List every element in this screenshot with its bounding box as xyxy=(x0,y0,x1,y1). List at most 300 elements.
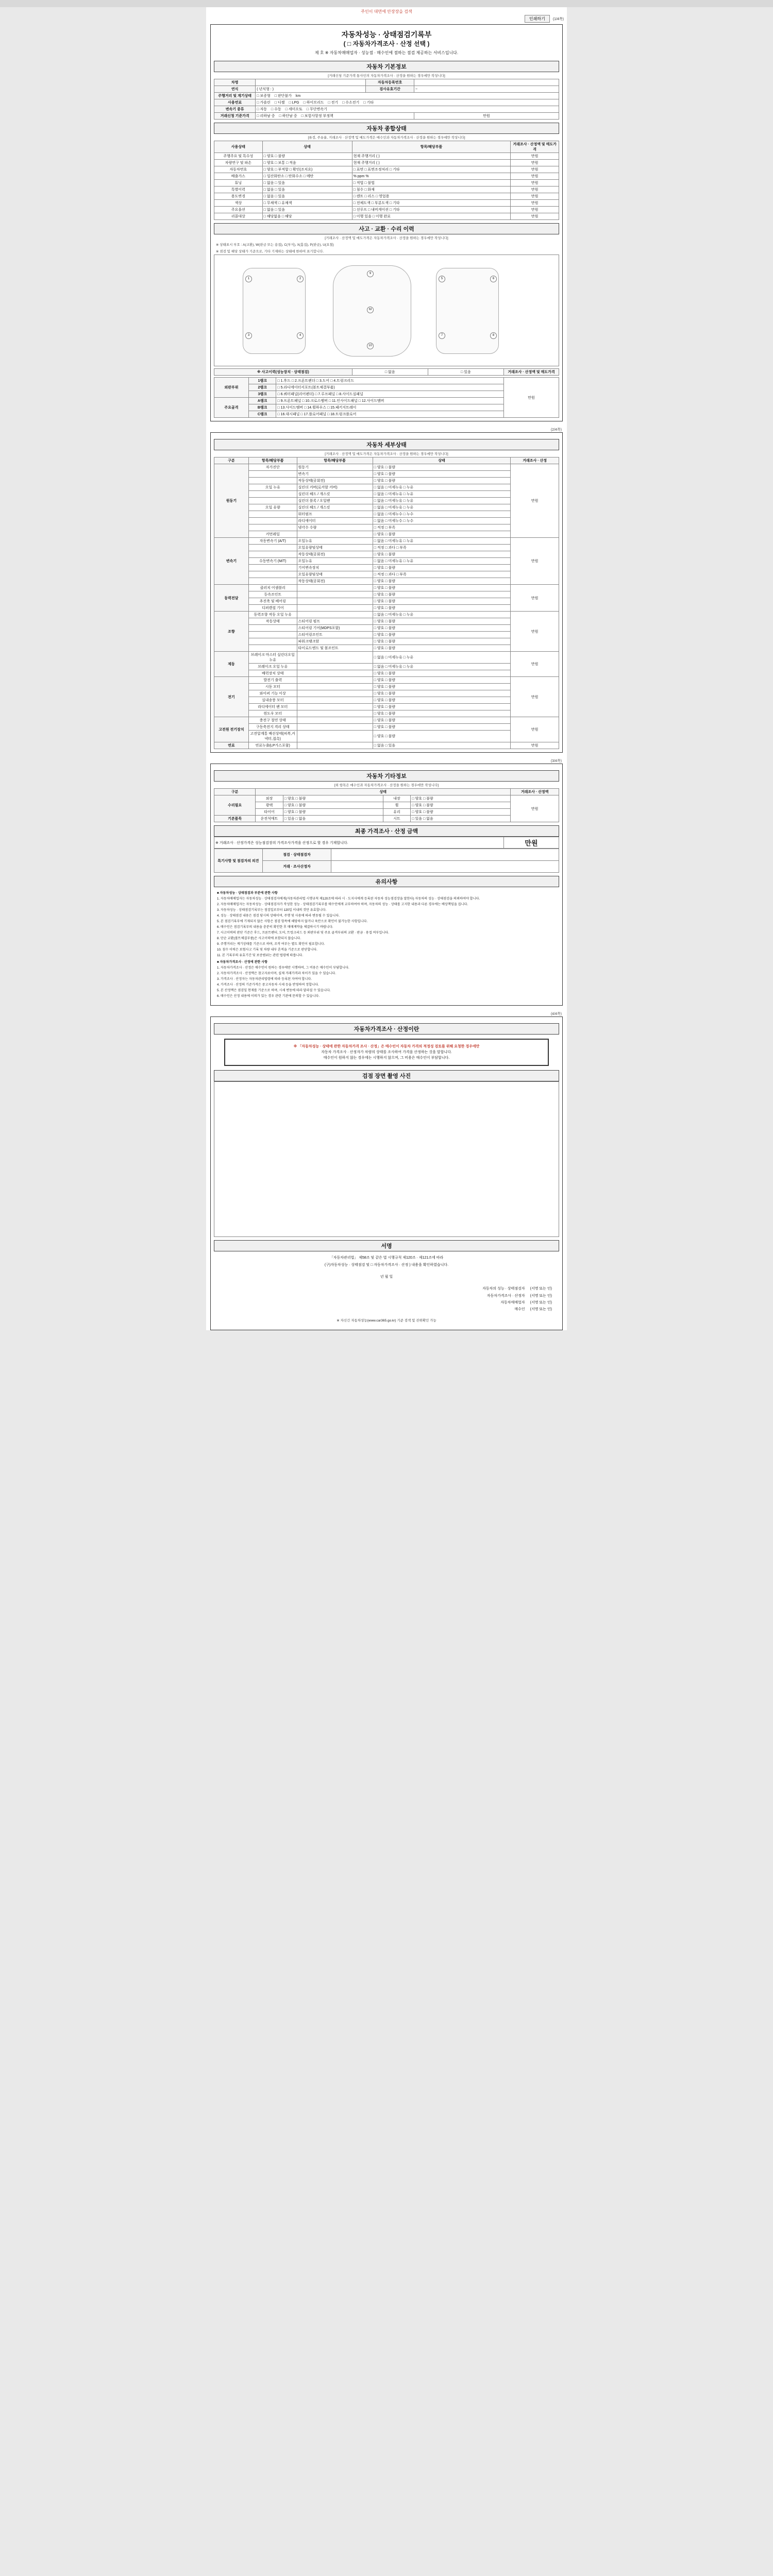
caution-item: 1. 자동차가격조사 · 산정은 매수인이 원하는 경우에만 시행하며, 그 비용은 매수인이 부담합니다. xyxy=(217,965,349,970)
detail-state[interactable]: □ 양호 □ 불량 xyxy=(373,690,511,697)
detail-header-1: 항목/해당부품 xyxy=(248,457,297,464)
detail-state[interactable]: □ 없음 □ 미세누유 □ 누유 xyxy=(373,538,511,545)
overall-price[interactable]: 만원 xyxy=(511,193,559,200)
outer-items-2[interactable]: □ 6.쿼터패널(리어펜더) □ 7.루프패널 □ 8.사이드실패널 xyxy=(276,391,504,398)
overall-cat: 용도변경 xyxy=(214,193,263,200)
basic-row-label-2: 검사유효기간 xyxy=(366,86,414,93)
detail-group-label: 동력전달 xyxy=(214,585,249,612)
table-row xyxy=(214,612,559,618)
section-basic-title: 자동차 기본정보 xyxy=(214,61,559,72)
caution-item: 10. 침수 이력은 보험사고 기록 및 차량 내부 흔적을 기준으로 판단합니다. xyxy=(217,947,317,952)
detail-part: 브레이크 오일 누유 xyxy=(248,664,297,670)
table-row xyxy=(214,652,559,664)
detail-subpart xyxy=(297,531,373,538)
overall-cat: 색상 xyxy=(214,200,263,207)
detail-state[interactable]: □ 없음 □ 미세누유 □ 누유 xyxy=(373,484,511,491)
detail-state[interactable]: □ 양호 □ 불량 xyxy=(373,684,511,690)
damage-point-2[interactable]: 2 xyxy=(297,276,304,282)
table-row xyxy=(214,504,559,511)
table-row xyxy=(214,670,559,677)
overall-price[interactable]: 만원 xyxy=(511,207,559,213)
table-row xyxy=(214,545,559,551)
sign-value-2[interactable]: (서명 또는 인) xyxy=(530,1300,552,1304)
detail-state[interactable]: □ 양호 □ 불량 xyxy=(373,645,511,652)
detail-group-label: 제동 xyxy=(214,652,249,677)
overall-parts[interactable]: 현재 주행거리 ( ) xyxy=(352,153,511,160)
detail-part: 발전기 출력 xyxy=(248,677,297,684)
detail-subpart xyxy=(297,710,373,717)
frame-items-1[interactable]: □ 13.사이드멤버 □ 14.휠하우스 □ 15.패키지트레이 xyxy=(276,404,504,411)
caution-item: 3. 가격조사 · 산정자는 자동차관리법령에 따라 등록된 자여야 합니다. xyxy=(217,977,312,981)
damage-point-1[interactable]: 1 xyxy=(245,276,252,282)
table-row xyxy=(214,531,559,538)
sign-value-3[interactable]: (서명 또는 인) xyxy=(530,1308,552,1312)
detail-part: 윈도우 모터 xyxy=(248,710,297,717)
section-overall-title: 자동차 종합상태 xyxy=(214,123,559,134)
etc-part: 운전석매트 xyxy=(256,816,283,822)
page-indicator-2: (2/4쪽) xyxy=(550,428,562,432)
etc-state-2[interactable]: □ 있음 □ 없음 xyxy=(411,816,511,822)
trans-opt-1[interactable]: □ 수동 xyxy=(271,108,281,112)
fuel-opt-4[interactable]: □ 전기 xyxy=(328,101,339,105)
detail-state[interactable]: □ 양호 □ 불량 xyxy=(373,670,511,677)
detail-part: 구동축전지 격리 상태 xyxy=(248,724,297,731)
overall-parts[interactable]: □ 이행 있음 □ 이행 완료 xyxy=(352,213,511,220)
detail-state[interactable]: □ 없음 □ 미세누유 □ 누유 xyxy=(373,498,511,504)
accident-bottom-state-0[interactable]: □ 없음 xyxy=(352,369,428,376)
damage-point-4[interactable]: 4 xyxy=(297,332,304,339)
etc-cat: 수리필요 xyxy=(214,795,256,816)
caution-list-2 xyxy=(217,966,556,999)
detail-subpart xyxy=(297,585,373,591)
etc-state-2[interactable]: □ 양호 □ 불량 xyxy=(411,802,511,809)
table-row xyxy=(214,697,559,704)
caution-item: 7. 사고이력의 판단 기준은 후드, 프론트펜더, 도어, 트렁크리드 등 외판부위 및 주요 골격부위의 교환 · 판금 · 용접 여부입니다. xyxy=(217,930,390,935)
overall-cat: 리콜대상 xyxy=(214,213,263,220)
table-row xyxy=(214,731,559,742)
overall-state[interactable]: □ 일산화탄소 □ 탄화수소 □ 메탄 xyxy=(262,173,352,180)
print-row xyxy=(206,15,567,24)
detail-subpart xyxy=(297,742,373,749)
etc-table xyxy=(214,788,559,822)
detail-subpart: 변속기 xyxy=(297,471,373,478)
damage-point-8[interactable]: 8 xyxy=(490,332,497,339)
accident-parts-table xyxy=(214,377,559,418)
fuel-opt-0[interactable]: □ 가솔린 xyxy=(257,101,271,105)
detail-part xyxy=(248,632,297,638)
page-1 xyxy=(210,24,563,421)
title-line-1: 자동차성능 · 상태점검기록부 xyxy=(341,30,432,39)
overall-state[interactable]: □ 양호 □ 부적합 □ 확인(조치요) xyxy=(262,166,352,173)
detail-part: 와이퍼 기능 이상 xyxy=(248,690,297,697)
detail-group-price[interactable]: 만원 xyxy=(511,612,559,652)
detail-state[interactable]: □ 양호 □ 불량 xyxy=(373,731,511,742)
accident-bottom-label: ※ 사고이력(성능장치 · 상태점검) xyxy=(214,369,352,376)
detail-state[interactable]: □ 없음 □ 미세누유 □ 누유 xyxy=(373,491,511,498)
damage-point-9[interactable]: 9 xyxy=(367,270,374,277)
fuel-opt-1[interactable]: □ 디젤 xyxy=(274,101,285,105)
etc-state[interactable]: □ 양호 □ 불량 xyxy=(283,809,383,816)
detail-subpart xyxy=(297,598,373,605)
etc-part-2: 휠 xyxy=(383,802,411,809)
detail-part: 오일 누유 xyxy=(248,484,297,491)
detail-state[interactable]: □ 양호 □ 불량 xyxy=(373,605,511,612)
overall-state[interactable]: □ 양호 □ 불량 xyxy=(262,153,352,160)
detail-part: 등속조인트 xyxy=(248,591,297,598)
detail-part: 충전구 절연 상태 xyxy=(248,717,297,724)
damage-point-6[interactable]: 6 xyxy=(490,276,497,282)
top-notice: 주인이 대면에 안장장을 검색 xyxy=(361,9,412,14)
detail-state[interactable]: □ 양호 □ 불량 xyxy=(373,598,511,605)
detail-subpart: 오일유량및상태 xyxy=(297,545,373,551)
std-price-unit: 만원 xyxy=(414,113,559,120)
detail-group-price[interactable]: 만원 xyxy=(511,717,559,742)
overall-parts[interactable]: □ 침수 □ 화재 xyxy=(352,187,511,193)
overall-price[interactable]: 만원 xyxy=(511,180,559,187)
detail-state[interactable]: □ 양호 □ 불량 xyxy=(373,531,511,538)
frame-rank-0: A랭크 xyxy=(248,398,276,404)
overall-price[interactable]: 만원 xyxy=(511,166,559,173)
top-bar xyxy=(0,0,773,7)
overall-cat: 튜닝 xyxy=(214,180,263,187)
overall-state[interactable]: □ 없음 □ 있음 xyxy=(262,187,352,193)
basic-row-value-2[interactable]: ~ xyxy=(414,86,559,93)
outer-rank-1: 2랭크 xyxy=(248,384,276,391)
detail-part: 자동변속기 (A/T) xyxy=(248,538,297,545)
detail-state[interactable]: □ 양호 □ 불량 xyxy=(373,724,511,731)
special-value-1[interactable] xyxy=(331,861,559,873)
sign-value-1[interactable]: (서명 또는 인) xyxy=(530,1294,552,1298)
car-view-rear[interactable] xyxy=(436,268,499,354)
section-price-title: 최종 가격조사 · 산정 금액 xyxy=(214,825,559,837)
caution-item: 8. 단순 교환(볼트체결부품)은 사고이력에 포함되지 않습니다. xyxy=(217,936,301,940)
detail-subpart: 작동상태(공회전) xyxy=(297,551,373,558)
detail-part: 클러치 어셈블리 xyxy=(248,585,297,591)
detail-group-price[interactable]: 만원 xyxy=(511,742,559,749)
table-row xyxy=(214,585,559,591)
section-overall-note: [류검, 주유율, 거래조사 · 산정액 및 매도가격은 매수인과 자동차가격조사 · 산정을 원하는 경우에만 작성니다] xyxy=(308,136,465,140)
trans-opt-3[interactable]: □ 무단변속기 xyxy=(306,108,327,112)
section-sign-title: 서명 xyxy=(214,1240,559,1251)
special-row-0: 점검 · 상태점검자 xyxy=(262,849,331,861)
detail-state[interactable]: □ 양호 □ 불량 xyxy=(373,625,511,632)
outer-rank-2: 3랭크 xyxy=(248,391,276,398)
accident-note-2: ※ 점검 및 해당 상태가 기준으로, 기타 기재하는 상태에 한하여 표기합니다. xyxy=(216,250,324,254)
fuel-opt-3[interactable]: □ 하이브리드 xyxy=(303,101,324,105)
sign-footer: ※ 자신긴 자동차성능(www.car365.go.kr) 기준 검색 및 진위확인 가능 xyxy=(337,1319,436,1323)
overall-parts[interactable]: □ 렌트 □ 리스 □ 영업용 xyxy=(352,193,511,200)
section-basic-note: [거래신청 기준가격 통사인의 자동차가격조사 · 산정을 원하는 경우에만 작성니다] xyxy=(328,74,445,78)
basic-info-table xyxy=(214,79,559,120)
detail-state[interactable]: □ 양호 □ 불량 xyxy=(373,632,511,638)
detail-state[interactable]: □ 양호 □ 불량 xyxy=(373,710,511,717)
detail-state[interactable]: □ 양호 □ 불량 xyxy=(373,717,511,724)
caution-item: 2. 자동차매매업자는 자동차성능 · 상태점검자가 작성한 성능 · 상태점검기록부를 매수인에게 교부하여야 하며, 자동차의 성능 · 상태를 고지한 내용과 다른 경우에는 배상책임을 집니다. xyxy=(217,903,468,907)
detail-state[interactable]: □ 양호 □ 불량 xyxy=(373,591,511,598)
outer-rank-0: 1랭크 xyxy=(248,378,276,384)
frame-rank-1: B랭크 xyxy=(248,404,276,411)
detail-part xyxy=(248,478,297,484)
basic-row-label: 연식 xyxy=(214,86,256,93)
document-title xyxy=(214,28,559,49)
table-row xyxy=(214,605,559,612)
detail-state[interactable]: □ 없음 □ 미세누유 □ 누유 xyxy=(373,652,511,664)
detail-part: 라디에이터 팬 모터 xyxy=(248,704,297,710)
detail-state[interactable]: □ 없음 □ 미세누수 □ 누수 xyxy=(373,511,511,518)
detail-subpart: 냉각수 수량 xyxy=(297,524,373,531)
mileage-opt-1[interactable]: □ 판단불가 xyxy=(274,94,292,98)
std-opt-1[interactable]: □ 하단남 중 xyxy=(279,114,297,118)
overall-price[interactable]: 만원 xyxy=(511,173,559,180)
document-sheet xyxy=(206,7,567,1330)
overall-parts[interactable]: 현재 주행거리 ( ) xyxy=(352,160,511,166)
detail-part xyxy=(248,491,297,498)
etc-state[interactable]: □ 있음 □ 없음 xyxy=(283,816,383,822)
detail-subpart xyxy=(297,664,373,670)
etc-part-2: 시트 xyxy=(383,816,411,822)
section-caution-title: 유의사항 xyxy=(214,876,559,887)
overall-parts[interactable]: □ 선루프 □ 내비게이션 □ 기타 xyxy=(352,207,511,213)
mileage-options[interactable] xyxy=(256,93,559,99)
overall-price[interactable]: 만원 xyxy=(511,160,559,166)
detail-part: 시동 모터 xyxy=(248,684,297,690)
overall-header-3: 거래조사 · 산정액 및 매도가격 xyxy=(511,141,559,153)
etc-state-2[interactable]: □ 양호 □ 불량 xyxy=(411,795,511,802)
etc-state[interactable]: □ 양호 □ 불량 xyxy=(283,795,383,802)
photo-area[interactable] xyxy=(214,1081,559,1237)
overall-state[interactable]: □ 무채색 □ 유채색 xyxy=(262,200,352,207)
caution-item: 1. 자동차매매업자는 자동차성능 · 상태점검자에게(자동차관리법 시행규칙 제120조에 따라 시 · 도지사에게 등록된 자동차 성능점검장을 말한다) 자동차의 성능 · 상태점검을 의뢰하여야 합니다. xyxy=(217,897,480,901)
damage-point-3[interactable]: 3 xyxy=(245,332,252,339)
transmission-label: 변속기 종류 xyxy=(214,106,256,113)
table-row xyxy=(214,632,559,638)
transmission-options[interactable] xyxy=(256,106,559,113)
accident-bottom-state-1[interactable]: □ 있음 xyxy=(428,369,503,376)
std-price-options[interactable] xyxy=(256,113,414,120)
section-accident-note: [거래조사 · 산정액 및 매도가격은 자동차가격조사 · 산정을 원하는 경우에만 작성니다] xyxy=(325,236,448,241)
detail-subpart: 파워크랭크암 xyxy=(297,638,373,645)
table-row xyxy=(214,484,559,491)
detail-state[interactable]: □ 양호 □ 불량 xyxy=(373,638,511,645)
table-row xyxy=(214,464,559,471)
fuel-opt-6[interactable]: □ 기타 xyxy=(363,101,374,105)
detail-state[interactable]: □ 없음 □ 있음 xyxy=(373,742,511,749)
detail-subpart xyxy=(297,591,373,598)
detail-state[interactable]: □ 적정 □ 부족 xyxy=(373,524,511,531)
table-row xyxy=(214,638,559,645)
overall-cat: 배출가스 xyxy=(214,173,263,180)
detail-state[interactable]: □ 양호 □ 불량 xyxy=(373,697,511,704)
detail-group-price[interactable]: 만원 xyxy=(511,464,559,538)
accident-note-1: ※ 상태표시 부호 : A(교환), W(판금 또는 용접), C(부식), X(흠집), P(판금), U(요철) xyxy=(216,243,334,247)
detail-group-price[interactable]: 만원 xyxy=(511,652,559,677)
detail-state[interactable]: □ 양호 □ 불량 xyxy=(373,578,511,585)
page-indicator-4: (4/4쪽) xyxy=(550,1012,562,1016)
section-photo-title: 검점 장면 촬영 사진 xyxy=(214,1070,559,1081)
frame-items-0[interactable]: □ 9.프론트패널 □ 10.크로스멤버 □ 11.인사이드패널 □ 12.사이드멤버 xyxy=(276,398,504,404)
frame-items-2[interactable]: □ 16.대시패널 □ 17.플로어패널 □ 18.트렁크플로어 xyxy=(276,411,504,418)
detail-subpart: 작동상태(공회전) xyxy=(297,578,373,585)
basic-row-value[interactable] xyxy=(256,79,366,86)
sign-label-2: 자동차매매업자 xyxy=(500,1300,525,1304)
overall-price[interactable]: 만원 xyxy=(511,187,559,193)
detail-part: 커먼레일 xyxy=(248,531,297,538)
sign-date[interactable]: 년 월 일 xyxy=(380,1275,393,1279)
damage-point-m[interactable]: M xyxy=(367,307,374,313)
sign-area xyxy=(214,1251,559,1316)
overall-parts[interactable]: □ 전체도색 □ 부분도색 □ 기타 xyxy=(352,200,511,207)
final-price-amount[interactable]: 만원 xyxy=(503,837,559,849)
detail-subpart xyxy=(297,690,373,697)
detail-state[interactable]: □ 양호 □ 불량 xyxy=(373,551,511,558)
overall-state[interactable]: □ 없음 □ 있음 xyxy=(262,193,352,200)
caution-item: 5. 본 점검기록부에 기재되지 않은 사항은 점검 항목에 해당하지 않거나 육안으로 확인이 불가능한 사항입니다. xyxy=(217,920,368,923)
table-row xyxy=(214,625,559,632)
trans-opt-2[interactable]: □ 세미오토 xyxy=(285,108,303,112)
detail-part: 실내송풍 모터 xyxy=(248,697,297,704)
detail-state[interactable]: □ 양호 □ 불량 xyxy=(373,585,511,591)
detail-part xyxy=(248,625,297,632)
detail-part: 작동상태 xyxy=(248,618,297,625)
table-row xyxy=(214,471,559,478)
caution-item: 6. 매수인은 산정 내용에 이의가 있는 경우 관련 기관에 문의할 수 있습니다. xyxy=(217,994,320,998)
detail-part xyxy=(248,551,297,558)
title-line-2: ( □ 자동차가격조사 · 산정 선택 ) xyxy=(343,40,430,47)
detail-subpart: 스티어링조인트 xyxy=(297,632,373,638)
overall-cat: 차량연구 및 파손 xyxy=(214,160,263,166)
detail-state[interactable]: □ 없음 □ 미세누유 □ 누유 xyxy=(373,504,511,511)
overall-parts[interactable]: □ 표면 □ 표면조정처리 □ 기타 xyxy=(352,166,511,173)
detail-part xyxy=(248,498,297,504)
overall-cat: 자동차번호 xyxy=(214,166,263,173)
special-label: 특기사항 및 점검자의 의견 xyxy=(214,849,263,873)
section-etc-note: [외 항목은 매수인과 자동차가격조사 · 산정을 원하는 경우에만 작성니다] xyxy=(334,784,439,788)
mileage-label: 주행거리 및 계기상태 xyxy=(214,93,256,99)
table-row xyxy=(214,684,559,690)
fuel-opt-5[interactable]: □ 수소전기 xyxy=(342,101,360,105)
outer-items-0[interactable]: □ 1.후드 □ 2.프론트펜더 □ 3.도어 □ 4.트렁크리드 xyxy=(276,378,504,384)
overall-header-0: 사용상태 xyxy=(214,141,263,153)
detail-subpart: 워터펌프 xyxy=(297,511,373,518)
detail-state[interactable]: □ 양호 □ 불량 xyxy=(373,471,511,478)
detail-table xyxy=(214,457,559,749)
etc-price[interactable]: 만원 xyxy=(511,795,559,822)
overall-parts[interactable]: % ppm % xyxy=(352,173,511,180)
std-opt-2[interactable]: □ 보험사항정 부정책 xyxy=(301,114,333,118)
overall-price[interactable]: 만원 xyxy=(511,200,559,207)
detail-state[interactable]: □ 양호 □ 불량 xyxy=(373,464,511,471)
fuel-opt-2[interactable]: □ LPG xyxy=(289,101,299,105)
table-row xyxy=(214,538,559,545)
detail-state[interactable]: □ 양호 □ 불량 xyxy=(373,677,511,684)
detail-state[interactable]: □ 양호 □ 불량 xyxy=(373,565,511,571)
basic-row-value-2[interactable] xyxy=(414,79,559,86)
overall-price[interactable]: 만원 xyxy=(511,213,559,220)
accident-price-label: 거래조사 · 산정액 및 매도가격 xyxy=(503,369,559,376)
sign-label-0: 자동차의 성능 · 상태점검자 xyxy=(482,1287,525,1291)
page-3 xyxy=(210,764,563,1006)
std-opt-0[interactable]: □ 리하남 중 xyxy=(257,114,275,118)
ban-line-2: 자동차 가격조사 · 산정자가 차량의 상태를 조사하여 가격을 산정하는 것을 말합니다. xyxy=(321,1050,452,1054)
damage-point-7[interactable]: 7 xyxy=(439,332,445,339)
detail-state[interactable]: □ 없음 □ 미세누수 □ 누수 xyxy=(373,518,511,524)
detail-group-price[interactable]: 만원 xyxy=(511,677,559,717)
page-indicator-3: (3/4쪽) xyxy=(550,759,562,764)
caution-heading-1: ■ 자동차성능 · 상태점검과 부분에 관한 사항 xyxy=(217,891,278,895)
detail-part xyxy=(248,524,297,531)
overall-state[interactable]: □ 해당없음 □ 해당 xyxy=(262,213,352,220)
detail-state[interactable]: □ 양호 □ 불량 xyxy=(373,618,511,625)
sign-value-0[interactable]: (서명 또는 인) xyxy=(530,1287,552,1291)
overall-cat: 주요옵션 xyxy=(214,207,263,213)
detail-subpart: 라디에이터 xyxy=(297,518,373,524)
page-2 xyxy=(210,432,563,753)
etc-state[interactable]: □ 양호 □ 불량 xyxy=(283,802,383,809)
table-row xyxy=(214,717,559,724)
caution-item: 9. 주행거리는 계기상태를 기준으로 하며, 조작 여부는 별도 확인이 필요합니다. xyxy=(217,942,325,946)
damage-point-10[interactable]: 10 xyxy=(367,343,374,349)
sign-label-3: 매수인 xyxy=(514,1308,525,1312)
detail-subpart: 실린더 커버(로커암 커버) xyxy=(297,484,373,491)
detail-state[interactable]: □ 양호 □ 불량 xyxy=(373,704,511,710)
detail-part xyxy=(248,565,297,571)
detail-state[interactable]: □ 없음 □ 미세누유 □ 누유 xyxy=(373,664,511,670)
detail-group-price[interactable]: 만원 xyxy=(511,538,559,585)
overall-state[interactable]: □ 없음 □ 있음 xyxy=(262,180,352,187)
caution-item: 2. 자동차가격조사 · 산정액은 참고자료이며, 실제 거래가격과 차이가 있을 수 있습니다. xyxy=(217,971,337,975)
detail-group-price[interactable]: 만원 xyxy=(511,585,559,612)
final-price-note: ※ 거래조사 · 산정가격은 성능점검장의 가격조사가격을 산정으로 할 경우 기재합니다. xyxy=(214,837,504,849)
outer-items-1[interactable]: □ 5.라디에이터서포트(볼트체결부품) xyxy=(276,384,504,391)
sign-row xyxy=(221,1285,552,1292)
mileage-opt-0[interactable]: □ 보증형 xyxy=(257,94,271,98)
car-view-front[interactable] xyxy=(243,268,306,354)
detail-subpart xyxy=(297,697,373,704)
detail-subpart: 오일누유 xyxy=(297,558,373,565)
table-row xyxy=(214,491,559,498)
special-value-0[interactable] xyxy=(331,849,559,861)
caution-text xyxy=(214,887,559,1002)
table-row xyxy=(214,724,559,731)
basic-row-value[interactable]: ( 년식형 : ) xyxy=(256,86,366,93)
detail-state[interactable]: □ 적정 □ 과다 □ 부족 xyxy=(373,545,511,551)
car-damage-diagram[interactable] xyxy=(214,255,559,366)
overall-state[interactable]: □ 없음 □ 있음 xyxy=(262,207,352,213)
etc-state-2[interactable]: □ 양호 □ 불량 xyxy=(411,809,511,816)
accident-price-value[interactable]: 만원 xyxy=(503,378,559,418)
detail-state[interactable]: □ 없음 □ 미세누유 □ 누유 xyxy=(373,612,511,618)
print-button[interactable]: 인쇄하기 xyxy=(525,15,550,23)
detail-group-label: 원동기 xyxy=(214,464,249,538)
detail-subpart xyxy=(297,605,373,612)
overall-state[interactable]: □ 양호 □ 보통 □ 적음 xyxy=(262,160,352,166)
detail-state[interactable]: □ 양호 □ 불량 xyxy=(373,478,511,484)
table-row xyxy=(214,598,559,605)
table-row xyxy=(214,578,559,585)
detail-group-label: 고전원 전기장치 xyxy=(214,717,249,742)
detail-state[interactable]: □ 적정 □ 과다 □ 부족 xyxy=(373,571,511,578)
overall-parts[interactable]: □ 적법 □ 불법 xyxy=(352,180,511,187)
detail-header-1b: 항목/해당부품 xyxy=(297,457,373,464)
detail-subpart: 원동기 xyxy=(297,464,373,471)
trans-opt-0[interactable]: □ 자동 xyxy=(257,108,267,112)
fuel-options[interactable] xyxy=(256,99,559,106)
damage-point-5[interactable]: 5 xyxy=(439,276,445,282)
detail-part: 배력장치 상태 xyxy=(248,670,297,677)
detail-state[interactable]: □ 없음 □ 미세누유 □ 누유 xyxy=(373,558,511,565)
detail-part xyxy=(248,571,297,578)
overall-price[interactable]: 만원 xyxy=(511,153,559,160)
